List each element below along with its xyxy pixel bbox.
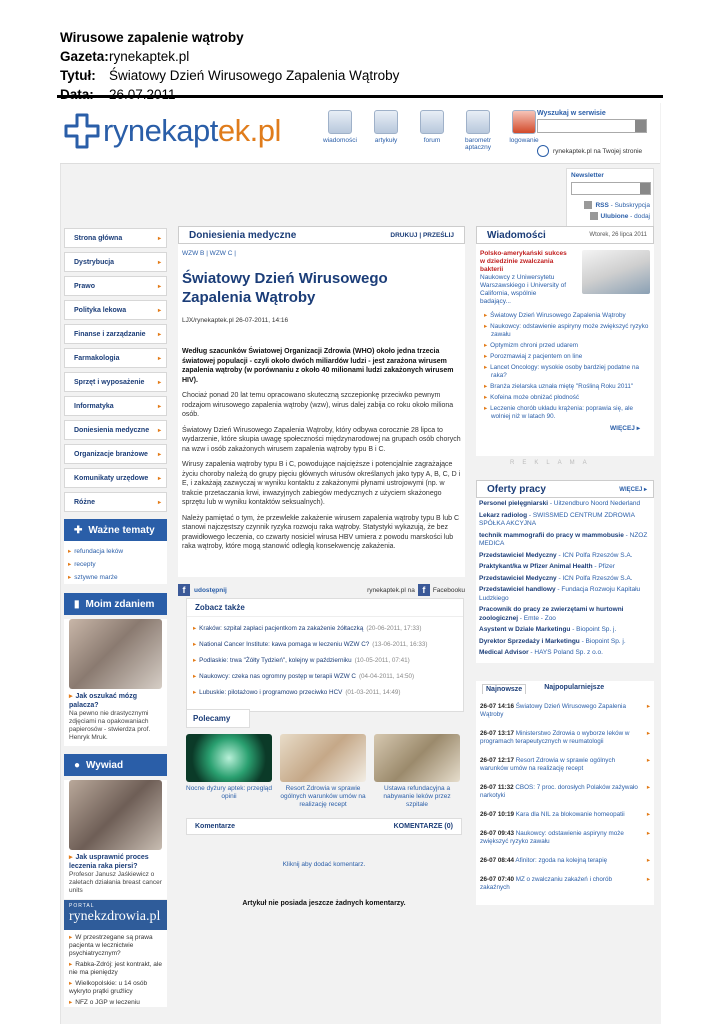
meta-value: Światowy Dzień Wirusowego Zapalenia Wątroby [109,68,400,83]
facebook-link[interactable]: rynekaptek.pl na f Facebooku [367,585,465,595]
news-item[interactable]: ▸ Porozmawiaj z pacjentem on line [484,353,650,361]
comments-section [186,818,462,907]
share-bar [178,584,465,596]
article-paragraph: Światowy Dzień Wirusowego Zapalenia Wątroby, który odbywa corocznie 28 lipca to wydarzenie, które skupia uwagę społeczności międzynarodowej na grupach osób chorych na wzw i osób zakażonych wirusem zapalenia wątroby typu B i C. [182,426,461,453]
tab-latest[interactable]: Najnowsze [482,684,526,694]
news-item[interactable]: ▸ Optymizm chroni przed udarem [484,342,650,350]
chevron-right-icon: ▸ [157,283,161,290]
opinion-box [64,593,167,746]
top-nav [318,110,548,151]
latest-item[interactable]: 26-07 14:16 Światowy Dzień Wirusowego Zapalenia Wątroby ▸ [480,703,650,719]
recommended-item[interactable]: Resort Zdrowia w sprawie ogólnych warunków umów na realizację recept [280,734,366,809]
chart-icon [466,110,490,134]
interview-box [64,754,167,899]
section-title: Doniesienia medyczne [189,229,297,241]
more-news-link[interactable]: WIĘCEJ ▸ [610,425,640,432]
job-offer[interactable]: Medical Advisor - HAYS Poland Sp. z o.o. [479,649,603,656]
news-lead[interactable]: Polsko-amerykański sukces w dziedzinie zwalczania bakterii Naukowcy z Uniwersytetu Warszawskiego i University of California, wspólnie badający... [480,250,567,305]
interview-headline[interactable]: ▸ Jak usprawnić proces leczenia raka piersi? [64,854,167,871]
partner-portal [64,900,167,1010]
latest-item[interactable]: 26-07 13:17 Ministerstwo Zdrowia o wyborze leków w programach terapeutycznych w reumatologii ▸ [480,730,650,746]
topic-link[interactable]: ▸ recepty [68,558,167,571]
news-column [476,226,654,456]
newsletter-input[interactable] [571,182,651,195]
medicines-image [374,734,460,782]
related-link[interactable]: ▸ Kraków: szpital zapłaci pacjentkom za zakażenie żółtaczką (20-06-2011, 17:33) [193,625,457,632]
meta-row [60,47,399,66]
related-title: Zobacz także [187,599,463,617]
article-tags[interactable]: WZW B | WZW C | [182,250,236,257]
share-button[interactable]: f udostępnij [178,584,227,596]
chevron-right-icon: ▸ [157,307,161,314]
header-divider [57,95,663,98]
job-offer[interactable]: Przedstawiciel Medyczny - ICN Polfa Rzeszów S.A. [479,574,633,582]
more-jobs-link[interactable]: WIĘCEJ ▸ [619,486,647,493]
partner-link[interactable]: ▸ W przestrzegane są prawa pacjenta w lecznictwie psychiatrycznym? [69,934,167,958]
microphone-icon: ● [74,759,81,771]
recommended-item[interactable]: Ustawa refundacyjna a nabywanie leków przez szpitale [374,734,460,809]
job-offers-header: Oferty pracy WIĘCEJ ▸ [476,480,654,498]
no-comments-text: Artykuł nie posiada jeszcze żadnych komentarzy. [242,900,406,907]
forum-icon [420,110,444,134]
news-header: Wiadomości Wtorek, 26 lipca 2011 [476,226,654,244]
recommended [186,709,464,809]
job-offers [476,480,654,663]
interview-text: Profesor Janusz Jaśkiewicz o zaletach działania breast cancer units [69,871,162,894]
document-header [60,28,399,104]
nav-finanse[interactable]: Finanse i zarządzanie ▸ [64,324,167,344]
plus-icon [590,212,598,220]
related-link[interactable]: ▸ Naukowcy: czeka nas ogromny postęp w terapii WZW C (04-04-2011, 14:50) [193,673,457,680]
article-paragraph: Wirusy zapalenia wątroby typu B i C, powodujące najcięższe i potencjalnie zagrażające życiu choroby należą do grupy pięciu głównych wirusów określanych jako typy A, B, C, D i E, i zakażają zazwyczaj w wyniku kontaktu z zakażonymi płynami ustrojowymi (np. w trakcie przetaczania krwi, inwazyjnych zabiegów medycznych z użyciem skażonego sprzętu lub w wyniku kontaktów seksualnych). [182,461,461,506]
important-topics-header: ✚ Ważne tematy [64,519,167,541]
widget-link[interactable]: rynekaptek.pl na Twojej stronie [537,145,642,157]
chevron-right-icon: ▸ [157,427,161,434]
nav-organizacje[interactable]: Organizacje branżowe ▸ [64,444,167,464]
meta-value: rynekaptek.pl [109,49,190,64]
nav-prawo[interactable]: Prawo ▸ [64,276,167,296]
author-photo [69,619,162,689]
news-list [476,244,654,456]
news-item[interactable]: ▸ Branża zielarska uznała miętę "Rośliną Roku 2011" [484,383,650,391]
latest-item[interactable]: 26-07 10:19 Kara dla NIL za blokowanie homeopatii ▸ [480,811,650,819]
cross-icon: ✚ [74,524,83,536]
meta-key: Tytuł: [60,68,96,83]
meta-row [60,66,399,85]
job-offer[interactable]: Przedstawiciel handlowy - Fundacja Rozwoju Kapitału Ludzkiego [479,586,641,602]
nav-dystrybucja[interactable]: Dystrybucja ▸ [64,252,167,272]
article-paragraph: Chociaż ponad 20 lat temu opracowano skuteczną szczepionkę przeciwko pewnym rodzajom wirusowego zapalenia wątroby (wzw), wirus dalej zabija co roku około miliona osób. [182,392,454,418]
related-link[interactable]: ▸ Podlaskie: trwa "Żółty Tydzień", kolejny w październiku (10-05-2011, 07:41) [193,657,457,664]
book-icon: ▮ [74,598,80,610]
important-topics [64,519,167,584]
articles-icon [374,110,398,134]
partner-link[interactable]: ▸ Rabka-Zdrój: jest kontrakt, ale nie ma pieniędzy [69,961,167,977]
job-offer[interactable]: Dyrektor Sprzedaży i Marketingu - Biopoint Sp. j. [479,637,626,645]
widget-icon [537,145,549,157]
news-item[interactable]: ▸ Lancet Oncology: wysokie osoby bardziej podatne na raka? [484,364,650,380]
rss-icon [584,201,592,209]
nav-barometr[interactable]: barometr aptaczny [456,110,500,151]
nav-informatyka[interactable]: Informatyka ▸ [64,396,167,416]
nav-polityka-lekowa[interactable]: Polityka lekowa ▸ [64,300,167,320]
search-input[interactable] [537,119,647,133]
search-button[interactable] [635,120,646,132]
rss-link[interactable]: RSS - Subskrypcja [568,200,650,211]
chevron-right-icon: ▸ [157,451,161,458]
chevron-right-icon: ▸ [157,331,161,338]
article-title: Światowy Dzień Wirusowego Zapalenia Wątroby [182,270,388,306]
category-nav [64,228,167,516]
news-item[interactable]: ▸ Kofeina może obniżać płodność [484,394,650,402]
interview-header: ● Wywiad [64,754,167,776]
news-icon [328,110,352,134]
search-label: Wyszukaj w serwisie [537,110,606,117]
latest-item[interactable]: 26-07 11:32 CBOS: 7 proc. dorosłych Polaków zażywało narkotyki ▸ [480,784,650,800]
article-lead: Według szacunków Światowej Organizacji Zdrowia (WHO) około jedna trzecia światowej populacji - czyli około dwóch miliardów ludzi - jest zarażona wirusem zapalenia wątroby (w porównaniu z około 40 milionami ludzi zakażonych wirusem HIV). [182,348,454,384]
latest-item[interactable]: 26-07 09:43 Naukowcy: odstawienie aspiryny może zwiększyć ryzyko zawału ▸ [480,830,650,846]
nav-artykuly[interactable]: artykuły [364,110,408,151]
latest-item[interactable]: 26-07 12:17 Resort Zdrowia w sprawie ogólnych warunków umów na realizację recept ▸ [480,757,650,773]
site-search [537,110,652,133]
logo-text: rynekaptek.pl [103,113,281,148]
article-paragraph: Należy pamiętać o tym, że przewlekłe zakażenie wirusem zapalenia wątroby typu B lub C stanowi najczęstszy czynnik ryzyka rozwoju raka wątroby. Statystyki wykazują, że bez prawidłowego leczenia, co czwarty nosiciel wirusa HBV umiera z powodu marskości lub raka wątroby, które mogą stanowić odległą konsekwencję zakażenia. [182,514,460,550]
login-icon [512,110,536,134]
chevron-right-icon: ▸ [157,499,161,506]
topic-link[interactable]: ▸ sztywne marże [68,571,167,584]
recommended-item[interactable]: Nocne dyżury aptek: przegląd opinii [186,734,272,809]
job-offer[interactable]: Personel pielęgniarski - Uitzendburo Noord Nederland [479,500,641,507]
partner-link[interactable]: ▸ Wielkopolskie: u 14 osób wykryto prątki gruźlicy [69,980,167,996]
favorites-link[interactable]: Ulubione - dodaj [568,211,650,222]
meta-key: Gazeta: [60,49,109,64]
article-byline: LJX/rynekaptek.pl 26-07-2011, 14:16 [182,317,289,324]
tab-popular[interactable]: Najpopularniejsze [544,684,605,691]
latest-articles [476,681,654,905]
chevron-right-icon: ▸ [157,403,161,410]
partner-link[interactable]: ▸ NFZ o JGP w leczeniu [69,999,167,1007]
topic-link[interactable]: ▸ refundacja leków [68,545,167,558]
prescription-image [280,734,366,782]
nav-logowanie[interactable]: logowanie [502,110,546,151]
print-share-links[interactable]: DRUKUJ | PRZEŚLIJ [390,231,454,239]
job-offer[interactable]: technik mammografii do pracy w mammobusie - NZOZ MEDICA [479,531,648,547]
opinion-text: Na pewno nie drastycznymi zdjęciami na opakowaniach papierosów - stwierdza prof. Henryk Mruk. [69,710,151,741]
recommended-title: Polecamy [186,709,250,728]
comments-count[interactable]: KOMENTARZE (0) [393,823,453,830]
nav-rozne[interactable]: Różne ▸ [64,492,167,512]
job-offer[interactable]: Praktykant/ka w Pfizer Animal Health - Pfizer [479,563,615,570]
job-offer[interactable]: Asystent w Dziale Marketingu - Biopoint Sp. j. [479,626,617,633]
nav-wiadomosci[interactable]: wiadomości [318,110,362,151]
opinion-headline[interactable]: ▸ Jak oszukać mózg palacza? [64,693,167,710]
partner-banner[interactable]: PORTAL rynekzdrowia.pl [64,900,167,930]
rss-links [568,200,650,222]
nav-farmakologia[interactable]: Farmakologia ▸ [64,348,167,368]
section-header [178,226,465,244]
chevron-right-icon: ▸ [157,475,161,482]
nav-komunikaty[interactable]: Komunikaty urzędowe ▸ [64,468,167,488]
pharmacy-cross-image [186,734,272,782]
opinion-header: ▮ Moim zdaniem [64,593,167,615]
job-offer[interactable]: Pracownik do pracy ze zwierzętami w hurtowni zoologicznej - Emte - Zoo [479,606,624,622]
add-comment-link[interactable]: Kliknij aby dodać komentarz. [282,861,366,868]
news-date: Wtorek, 26 lipca 2011 [589,232,647,238]
cross-logo-icon [64,113,100,149]
nav-doniesienia[interactable]: Doniesienia medyczne ▸ [64,420,167,440]
latest-item[interactable]: 26-07 08:44 Afinitor: zgoda na kolejną terapię ▸ [480,857,650,865]
nav-sprzet[interactable]: Sprzęt i wyposażenie ▸ [64,372,167,392]
nav-forum[interactable]: forum [410,110,454,151]
related-link[interactable]: ▸ Lubuskie: pilotażowo i programowo przeciwko HCV (01-03-2011, 14:49) [193,689,457,696]
comments-header: Komentarze KOMENTARZE (0) [186,818,462,835]
news-item[interactable]: ▸ Światowy Dzień Wirusowego Zapalenia Wątroby [484,312,650,320]
document-title: Wirusowe zapalenie wątroby [60,30,244,45]
site-logo[interactable] [64,113,281,149]
news-item[interactable]: ▸ Naukowcy: odstawienie aspiryny może zwiększyć ryzyko zawału [484,323,650,339]
chevron-right-icon: ▸ [157,235,161,242]
chevron-right-icon: ▸ [157,259,161,266]
interviewee-photo [69,780,162,850]
nav-strona-glowna[interactable]: Strona główna ▸ [64,228,167,248]
chevron-right-icon: ▸ [157,355,161,362]
news-item[interactable]: ▸ Leczenie chorób układu krążenia: poprawia się, ale wolniej niż w latach 90. [484,405,650,421]
ad-label: REKLAMA [510,460,595,466]
main-column [178,226,465,577]
facebook-icon: f [178,584,190,596]
job-offer[interactable]: Przedstawiciel Medyczny - ICN Polfa Rzeszów S.A. [479,551,633,559]
related-link[interactable]: ▸ National Cancer Institute: kawa pomaga w leczeniu WZW C? (13-06-2011, 16:33) [193,641,457,648]
newsletter-button[interactable] [640,183,650,194]
latest-item[interactable]: 26-07 07:40 MZ o zwalczaniu zakażeń i chorób zakaźnych ▸ [480,876,650,892]
chevron-right-icon: ▸ [157,379,161,386]
newsletter-label: Newsletter [571,172,604,179]
article [178,244,465,577]
related-articles [186,598,464,712]
job-offer[interactable]: Lekarz radiolog - SWISSMED CENTRUM ZDROWIA SPÓŁKA AKCYJNA [479,511,635,527]
facebook-icon: f [418,584,430,596]
lab-image [582,250,650,294]
